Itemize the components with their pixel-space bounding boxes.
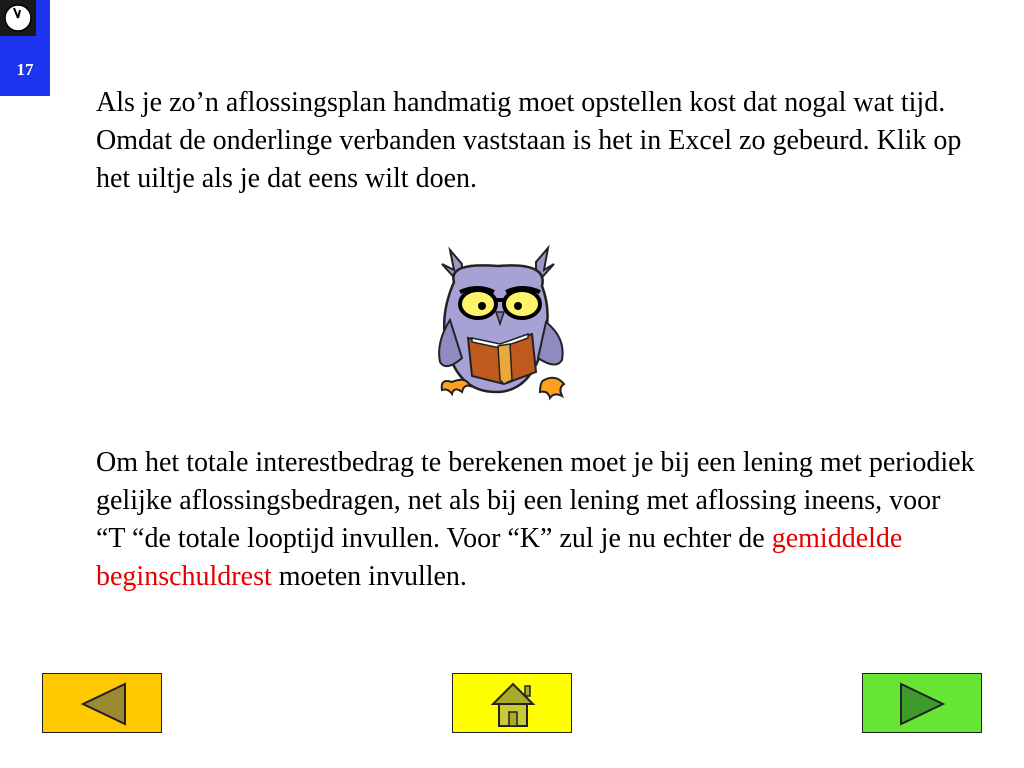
next-slide-button[interactable] [862, 673, 982, 733]
house-icon [453, 674, 573, 734]
explanation-text-part2: moeten invullen. [271, 561, 467, 592]
intro-paragraph: Als je zo’n aflossingsplan handmatig moet opstellen kost dat nogal wat tijd. Omdat de onderlinge verbanden vaststaan is het in Excel zo gebeurd. Klik op het uiltje als je dat eens wilt doen. [96, 87, 962, 194]
previous-slide-button[interactable] [42, 673, 162, 733]
slide-number: 17 [16, 60, 34, 79]
highlight-term: gemiddelde beginschuldrest [96, 523, 903, 592]
explanation-text-part1: Om het totale interestbedrag te berekenen moet je bij een lening met periodiek gelijke aflossingsbedragen, net als bij een lening met aflossing ineens, voor “T “de totale looptijd invullen. Voor “K” zul je nu echter de [96, 447, 975, 554]
home-button[interactable] [452, 673, 572, 733]
owl-reading-icon[interactable] [432, 242, 592, 412]
explanation-paragraph [96, 444, 976, 596]
arrow-right-icon [863, 674, 983, 734]
arrow-left-icon [43, 674, 163, 734]
slide-number-badge [0, 0, 50, 96]
clock-icon [0, 0, 36, 36]
